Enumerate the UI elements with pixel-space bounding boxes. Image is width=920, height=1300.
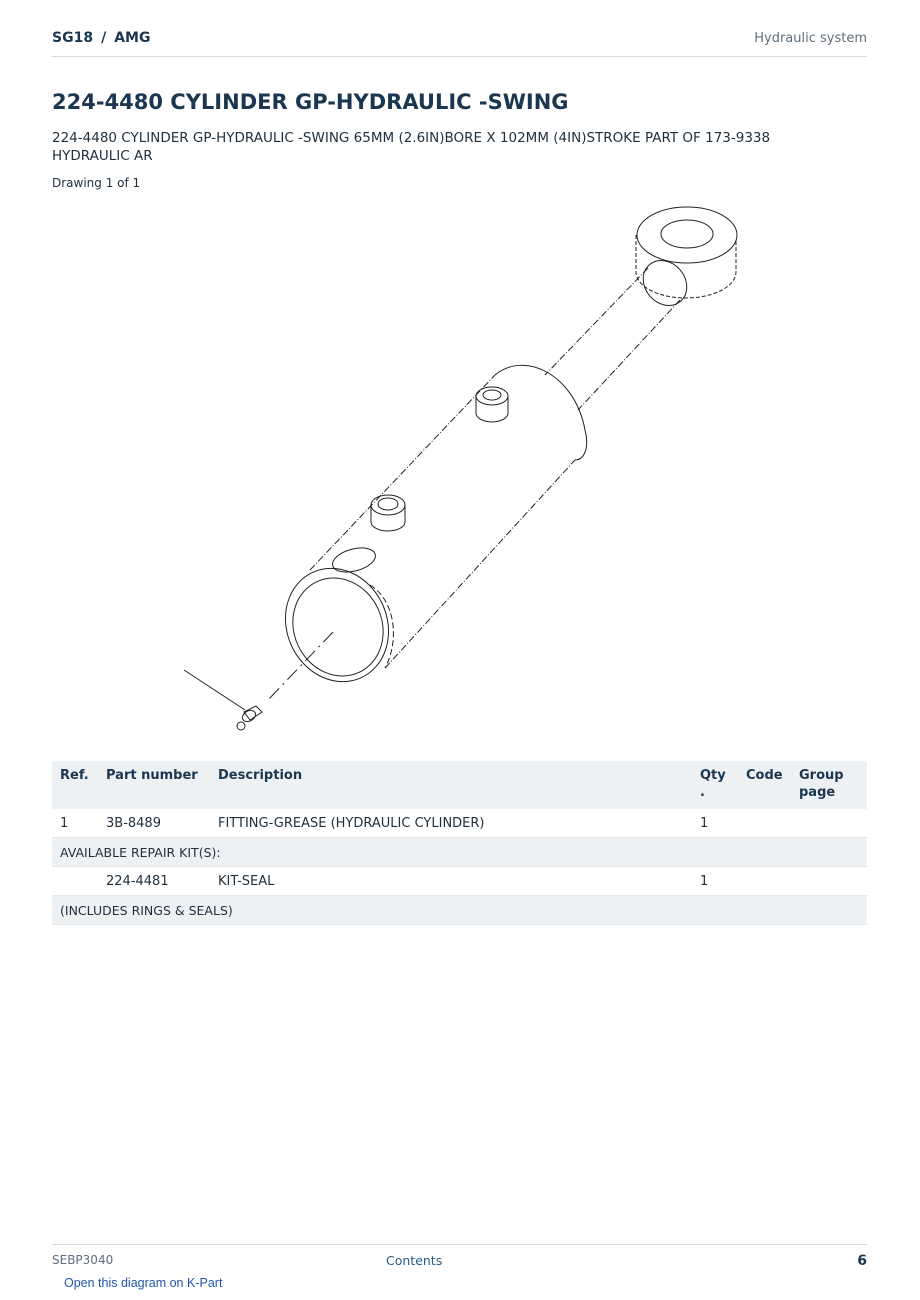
col-group-page: Group page [791,761,867,809]
row-description: FITTING-GREASE (HYDRAULIC CYLINDER) [210,809,692,838]
col-code: Code [738,761,791,809]
page-header [52,28,867,57]
col-ref: Ref. [52,761,98,809]
row-qty: 1 [692,809,738,838]
table-row [52,867,867,896]
contents-link[interactable]: Contents [386,1253,443,1268]
breadcrumb-brand: AMG [114,30,151,46]
section-name: Hydraulic system [754,31,867,46]
col-qty: Qty . [692,761,738,809]
row-code [738,867,791,896]
parts-table-header [52,761,867,809]
breadcrumb-separator: / [101,30,107,46]
row-part-number: 3B-8489 [98,809,210,838]
part-group-description: 224-4480 CYLINDER GP-HYDRAULIC -SWING 65MM (2.6IN)BORE X 102MM (4IN)STROKE PART OF 173-9338 HYDRAULIC AR [52,130,771,164]
page-number: 6 [857,1253,867,1269]
table-row [52,809,867,838]
col-description: Description [210,761,692,809]
row-code [738,809,791,838]
kit-footnote-row [52,896,867,925]
row-ref [52,867,98,896]
row-part-number: 224-4481 [98,867,210,896]
drawing-label: Drawing 1 of 1 [52,176,141,190]
repair-kit-note-row [52,838,867,867]
parts-table [52,761,867,925]
row-ref: 1 [52,809,98,838]
breadcrumb-model: SG18 [52,30,94,46]
breadcrumb [52,30,150,46]
row-group-page [791,809,867,838]
page-footer [52,1244,867,1275]
row-description: KIT-SEAL [210,867,692,896]
col-part-number: Part number [98,761,210,809]
open-kpart-link[interactable]: Open this diagram on K-Part [64,1276,223,1290]
repair-kit-note: AVAILABLE REPAIR KIT(S): [52,838,867,867]
kit-footnote: (INCLUDES RINGS & SEALS) [52,896,867,925]
cylinder-exploded-drawing [52,195,867,745]
document-id: SEBP3040 [52,1253,114,1267]
row-group-page [791,867,867,896]
page-title: 224-4480 CYLINDER GP-HYDRAULIC -SWING [52,90,569,114]
row-qty: 1 [692,867,738,896]
